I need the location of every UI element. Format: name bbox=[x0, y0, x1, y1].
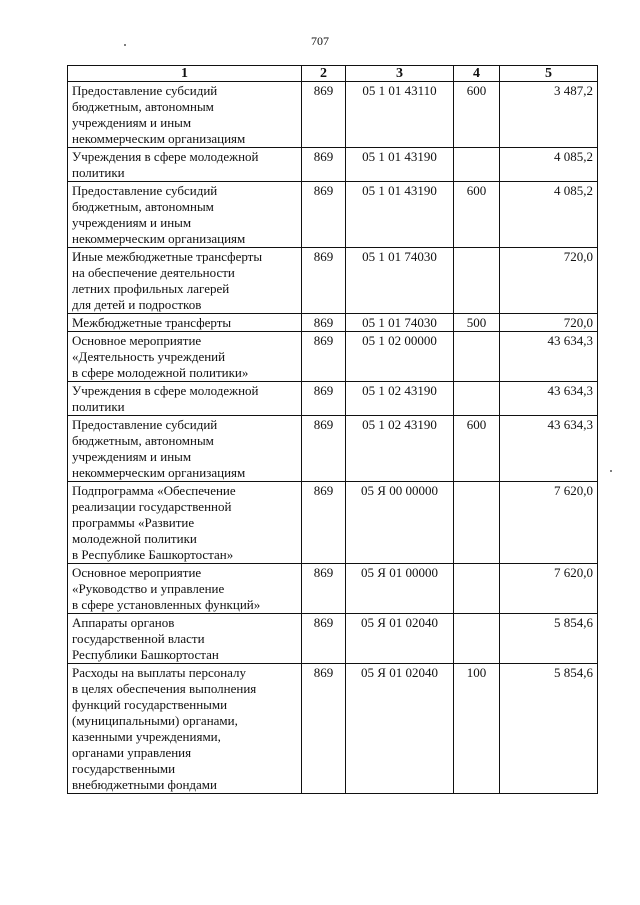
cell-expense-type bbox=[454, 148, 500, 182]
cell-expense-type bbox=[454, 614, 500, 664]
cell-admin-code: 869 bbox=[302, 248, 346, 314]
table-row bbox=[68, 416, 598, 482]
cell-classification-code: 05 1 02 43190 bbox=[346, 382, 454, 416]
column-header-code: 3 bbox=[346, 66, 454, 82]
cell-amount: 5 854,6 bbox=[500, 614, 598, 664]
table-row bbox=[68, 182, 598, 248]
table-row bbox=[68, 664, 598, 794]
cell-expense-type bbox=[454, 564, 500, 614]
budget-table bbox=[67, 65, 598, 794]
page-number: 707 bbox=[311, 34, 329, 48]
cell-admin-code: 869 bbox=[302, 314, 346, 332]
column-header-admin: 2 bbox=[302, 66, 346, 82]
cell-classification-code: 05 1 01 43190 bbox=[346, 182, 454, 248]
cell-admin-code: 869 bbox=[302, 664, 346, 794]
cell-amount: 4 085,2 bbox=[500, 148, 598, 182]
cell-name: Предоставление субсидий бюджетным, автономным учреждениям и иным некоммерческим организациям bbox=[68, 416, 302, 482]
header-row bbox=[68, 66, 598, 82]
table-row bbox=[68, 332, 598, 382]
cell-expense-type: 600 bbox=[454, 182, 500, 248]
cell-amount: 43 634,3 bbox=[500, 382, 598, 416]
table-row bbox=[68, 382, 598, 416]
cell-classification-code: 05 Я 01 00000 bbox=[346, 564, 454, 614]
cell-admin-code: 869 bbox=[302, 482, 346, 564]
cell-expense-type: 600 bbox=[454, 416, 500, 482]
table-row bbox=[68, 248, 598, 314]
cell-name: Предоставление субсидий бюджетным, автономным учреждениям и иным некоммерческим организациям bbox=[68, 82, 302, 148]
cell-name: Межбюджетные трансферты bbox=[68, 314, 302, 332]
cell-admin-code: 869 bbox=[302, 416, 346, 482]
cell-classification-code: 05 1 01 74030 bbox=[346, 314, 454, 332]
cell-admin-code: 869 bbox=[302, 148, 346, 182]
table-row bbox=[68, 82, 598, 148]
cell-classification-code: 05 Я 00 00000 bbox=[346, 482, 454, 564]
scan-speck bbox=[124, 44, 126, 46]
cell-name: Расходы на выплаты персоналу в целях обеспечения выполнения функций государственными (муниципальными) органами, казенными учреждениями, органами управления государственными внебюджетными фондами bbox=[68, 664, 302, 794]
cell-classification-code: 05 1 02 43190 bbox=[346, 416, 454, 482]
cell-name: Учреждения в сфере молодежной политики bbox=[68, 382, 302, 416]
cell-admin-code: 869 bbox=[302, 614, 346, 664]
cell-amount: 7 620,0 bbox=[500, 564, 598, 614]
cell-classification-code: 05 1 01 43190 bbox=[346, 148, 454, 182]
cell-expense-type bbox=[454, 248, 500, 314]
column-header-type: 4 bbox=[454, 66, 500, 82]
cell-expense-type: 100 bbox=[454, 664, 500, 794]
cell-admin-code: 869 bbox=[302, 332, 346, 382]
cell-classification-code: 05 1 01 74030 bbox=[346, 248, 454, 314]
cell-name: Основное мероприятие «Деятельность учреждений в сфере молодежной политики» bbox=[68, 332, 302, 382]
cell-classification-code: 05 Я 01 02040 bbox=[346, 664, 454, 794]
cell-amount: 3 487,2 bbox=[500, 82, 598, 148]
cell-expense-type bbox=[454, 332, 500, 382]
cell-name: Предоставление субсидий бюджетным, автономным учреждениям и иным некоммерческим организациям bbox=[68, 182, 302, 248]
cell-admin-code: 869 bbox=[302, 382, 346, 416]
cell-admin-code: 869 bbox=[302, 564, 346, 614]
cell-amount: 43 634,3 bbox=[500, 416, 598, 482]
cell-expense-type: 600 bbox=[454, 82, 500, 148]
table-header bbox=[68, 66, 598, 82]
cell-classification-code: 05 1 02 00000 bbox=[346, 332, 454, 382]
cell-expense-type: 500 bbox=[454, 314, 500, 332]
table-row bbox=[68, 564, 598, 614]
cell-amount: 720,0 bbox=[500, 248, 598, 314]
cell-name: Учреждения в сфере молодежной политики bbox=[68, 148, 302, 182]
column-header-amount: 5 bbox=[500, 66, 598, 82]
column-header-name: 1 bbox=[68, 66, 302, 82]
cell-expense-type bbox=[454, 482, 500, 564]
table-body bbox=[68, 82, 598, 794]
cell-amount: 7 620,0 bbox=[500, 482, 598, 564]
table-row bbox=[68, 148, 598, 182]
cell-admin-code: 869 bbox=[302, 182, 346, 248]
cell-amount: 4 085,2 bbox=[500, 182, 598, 248]
cell-name: Подпрограмма «Обеспечение реализации государственной программы «Развитие молодежной политики в Республике Башкортостан» bbox=[68, 482, 302, 564]
cell-amount: 43 634,3 bbox=[500, 332, 598, 382]
cell-classification-code: 05 1 01 43110 bbox=[346, 82, 454, 148]
cell-name: Основное мероприятие «Руководство и управление в сфере установленных функций» bbox=[68, 564, 302, 614]
cell-admin-code: 869 bbox=[302, 82, 346, 148]
cell-name: Иные межбюджетные трансферты на обеспечение деятельности летних профильных лагерей для детей и подростков bbox=[68, 248, 302, 314]
scan-speck bbox=[610, 470, 612, 472]
cell-classification-code: 05 Я 01 02040 bbox=[346, 614, 454, 664]
table-row bbox=[68, 314, 598, 332]
table-row bbox=[68, 614, 598, 664]
cell-expense-type bbox=[454, 382, 500, 416]
table-row bbox=[68, 482, 598, 564]
cell-amount: 720,0 bbox=[500, 314, 598, 332]
cell-name: Аппараты органов государственной власти Республики Башкортостан bbox=[68, 614, 302, 664]
cell-amount: 5 854,6 bbox=[500, 664, 598, 794]
